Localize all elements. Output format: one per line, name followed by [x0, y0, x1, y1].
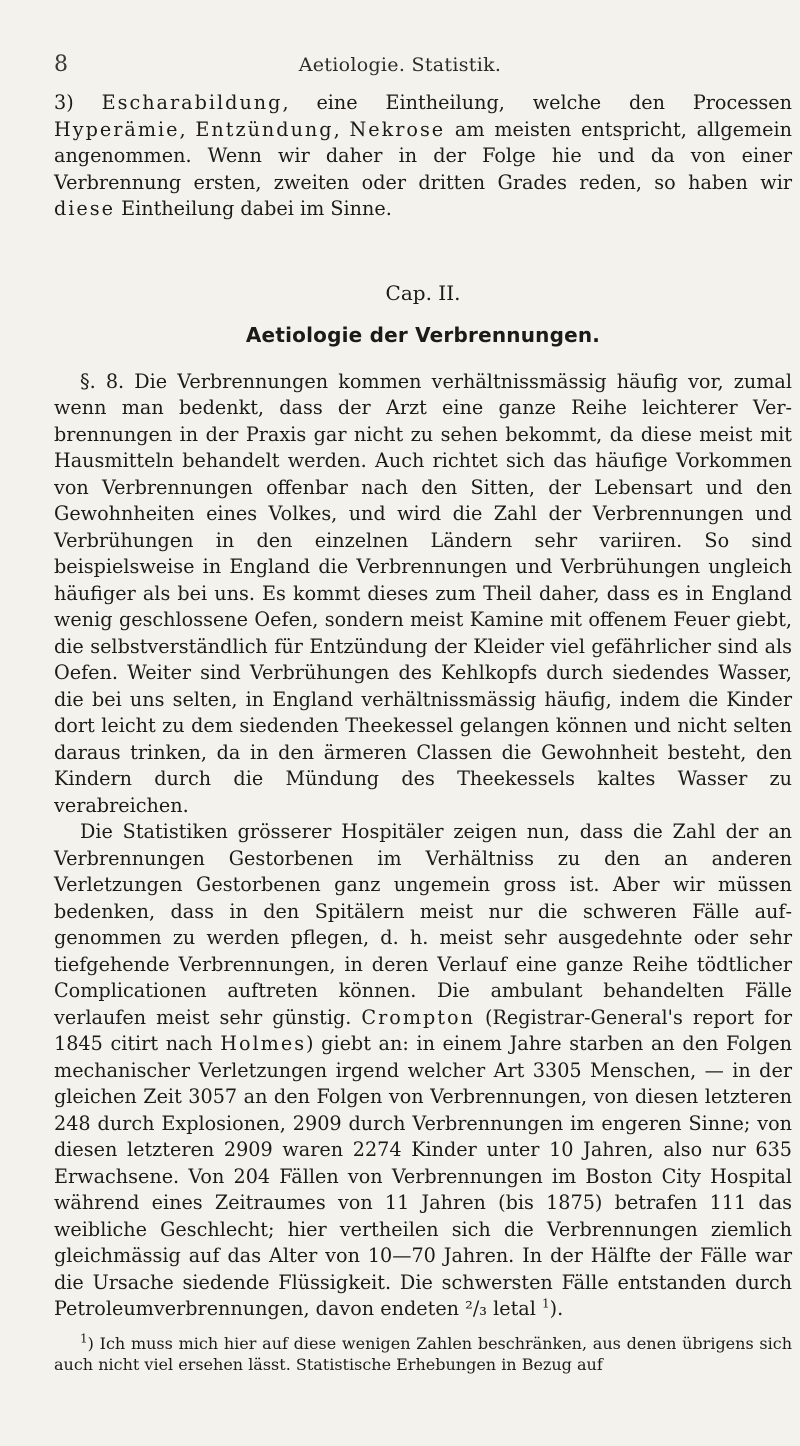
page-header	[0, 52, 800, 82]
footnote-reference[interactable]: 1	[541, 1296, 550, 1311]
name-holmes: Holmes	[220, 1032, 307, 1055]
name-crompton: Crompton	[361, 1005, 475, 1029]
chapter-heading: Cap. II.	[385, 280, 461, 305]
section-title: Aetiologie der Verbrennungen.	[245, 323, 601, 347]
item-3-paragraph: 3) Escharabildung, eine Eintheilung, welche den Processen Hyperämie, Entzündung, Nekrose am meisten entspricht, allgemein angenommen. Wenn wir daher in der Folge hie und da von einer Verbrennung ersten, zweiten oder dritten Grades reden, so haben wir diese Eintheilung dabei im Sinne.	[54, 91, 792, 220]
paragraph-8: §. 8. Die Verbrennungen kommen verhältnissmässig häufig vor, zumal wenn man bedenkt, dass der Arzt eine ganze Reihe leichterer Verbrennungen in der Praxis gar nicht zu sehen bekommt, da diese meist mit Hausmitteln behandelt werden. Auch richtet sich das häufige Vorkommen von Verbrennungen offenbar nach den Sitten, der Lebensart und den Gewohnheiten eines Volkes, und wird die Zahl der Verbrennungen und Verbrühungen in den einzelnen Ländern sehr variiren. So sind beispielsweise in England die Verbrennungen und Verbrühungen ungleich häufiger als bei uns. Es kommt dieses zum Theil daher, dass es in England wenig geschlossene Oefen, sondern meist Kamine mit offenem Feuer giebt, die selbstverständlich für Entzündung der Kleider viel gefährlicher sind als Oefen. Weiter sind Verbrühungen des Kehlkopfs durch siedendes Wasser, die bei uns selten, in England verhältnissmässig häufig, indem die Kinder dort leicht zu dem siedenden Theekessel gelangen können und nicht selten daraus trinken, da in den ärmeren Classen die Gewohnheit besteht, den Kindern durch die Mündung des Theekessels kaltes Wasser zu verabreichen.	[54, 369, 792, 817]
term-escharabildung: Escharabildung	[101, 91, 283, 114]
fraction: ²/₃	[465, 1297, 487, 1320]
term-diese: diese	[54, 197, 115, 220]
paragraph-statistics: Die Statistiken grösserer Hospitäler zeigen nun, dass die Zahl der an Verbrennungen Gestorbenen im Verhältniss zu den an anderen Verletzungen Gestorbenen ganz ungemein gross ist. Aber wir müssen bedenken, dass in den Spitälern meist nur die schweren Fälle aufgenommen zu werden pflegen, d. h. meist sehr ausgedehnte oder sehr tiefgehende Verbrennungen, in deren Verlauf eine ganze Reihe tödtlicher Complicationen auftreten können. Die ambulant behandelten Fälle verlaufen meist sehr günstig. Crompton (Registrar-General's report for 1845 citirt nach Holmes) giebt an: in einem Jahre starben an den Folgen mechanischer Verletzungen irgend welcher Art 3305 Menschen, — in der gleichen Zeit 3057 an den Folgen von Verbrennungen, von diesen letzteren 248 durch Explosionen, 2909 durch Verbrennungen im engeren Sinne; von diesen letzteren 2909 waren 2274 Kinder unter 10 Jahren, also nur 635 Erwachsene. Von 204 Fällen von Verbrennungen im Boston City Hospital während eines Zeitraumes von 11 Jahren (bis 1875) betrafen 111 das weibliche Geschlecht; hier vertheilen sich die Verbrennungen ziemlich gleichmässig auf das Alter von 10—70 Jahren. In der Hälfte der Fälle war die Ursache siedende Flüssigkeit. Die schwersten Fälle entstanden durch Petroleumverbrennungen, davon endeten ²/₃ letal $^1$).	[54, 820, 792, 1320]
term-hyperaemie: Hyperämie	[54, 117, 180, 141]
term-nekrose: Nekrose	[349, 117, 446, 141]
page-body	[54, 90, 792, 1375]
item-number: 3)	[54, 91, 74, 114]
footnote-marker: 1	[80, 1331, 88, 1346]
footnote	[54, 1333, 792, 1375]
term-entzuendung: Entzündung	[195, 117, 334, 141]
footnote-text: ) Ich muss mich hier auf diese wenigen Zahlen beschränken, aus denen übrigens sich auch nicht viel ersehen lässt. Statistische Erhebungen in Bezug auf	[54, 1333, 792, 1374]
running-head: Aetiologie. Statistik.	[298, 54, 502, 76]
page-number: 8	[54, 52, 68, 77]
